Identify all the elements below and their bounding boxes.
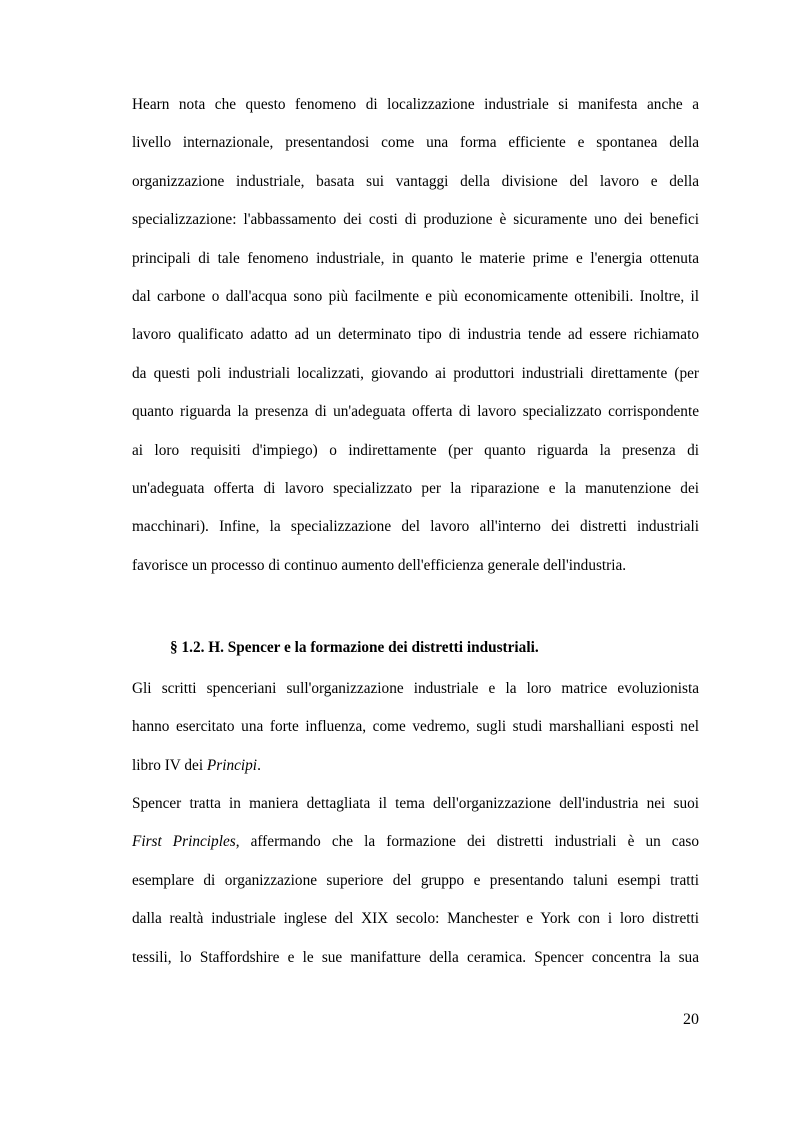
paragraph-line: dalla realtà industriale inglese del XIX secolo: Manchester e York con i loro distretti [132, 910, 699, 928]
paragraph-line: lavoro qualificato adatto ad un determinato tipo di industria tende ad essere richiamato [132, 326, 699, 344]
paragraph-line: hanno esercitato una forte influenza, come vedremo, sugli studi marshalliani esposti nel [132, 718, 699, 736]
paragraph-line: un'adeguata offerta di lavoro specializzato per la riparazione e la manutenzione dei [132, 479, 699, 497]
paragraph-line: ai loro requisiti d'impiego) o indirettamente (per quanto riguarda la presenza di [132, 441, 699, 459]
paragraph-line [132, 747, 699, 785]
paragraph-line: quanto riguarda la presenza di un'adeguata offerta di lavoro specializzato corrispondente [132, 403, 699, 421]
paragraph-line: da questi poli industriali localizzati, giovando ai produttori industriali direttamente (per [132, 364, 699, 382]
paragraph-line: favorisce un processo di continuo aumento dell'efficienza generale dell'industria. [132, 556, 627, 574]
paragraph-line: Gli scritti spenceriani sull'organizzazione industriale e la loro matrice evoluzionista [132, 680, 699, 697]
page-number: 20 [683, 1011, 699, 1028]
paragraph-line: specializzazione: l'abbassamento dei costi di produzione è sicuramente uno dei benefici [132, 211, 699, 229]
line-text: . [257, 756, 261, 774]
paragraph-line: macchinari). Infine, la specializzazione del lavoro all'interno dei distretti industriali [132, 518, 699, 536]
book-title: Principi [206, 756, 258, 774]
section-heading: § 1.2. H. Spencer e la formazione dei distretti industriali. [170, 639, 539, 656]
paragraph-line: principali di tale fenomeno industriale, in quanto le materie prime e l'energia ottenuta [132, 249, 699, 267]
paragraph-spencer-first-principles [132, 785, 699, 977]
book-title: First Principles [132, 833, 236, 851]
paragraph-line: Spencer tratta in maniera dettagliata il tema dell'organizzazione dell'industria nei suoi [132, 795, 699, 812]
paragraph-line: tessili, lo Staffordshire e le sue manifatture della ceramica. Spencer concentra la sua [132, 948, 699, 966]
paragraph-line: Hearn nota che questo fenomeno di localizzazione industriale si manifesta anche a [132, 96, 699, 113]
paragraph-line: organizzazione industriale, basata sui vantaggi della divisione del lavoro e della [132, 172, 699, 190]
paragraph-spencer-influence [132, 670, 699, 785]
line-text: , affermando che la formazione dei distretti industriali è un caso [235, 833, 699, 851]
paragraph-line: dal carbone o dall'acqua sono più facilmente e più economicamente ottenibili. Inoltre, il [132, 287, 699, 305]
paragraph-line: esemplare di organizzazione superiore del gruppo e presentando taluni esempi tratti [132, 871, 699, 889]
paragraph-hearn-localization [132, 86, 699, 585]
line-text: libro IV dei [132, 756, 207, 774]
paragraph-line [132, 823, 699, 861]
paragraph-line: livello internazionale, presentandosi come una forma efficiente e spontanea della [132, 134, 699, 152]
